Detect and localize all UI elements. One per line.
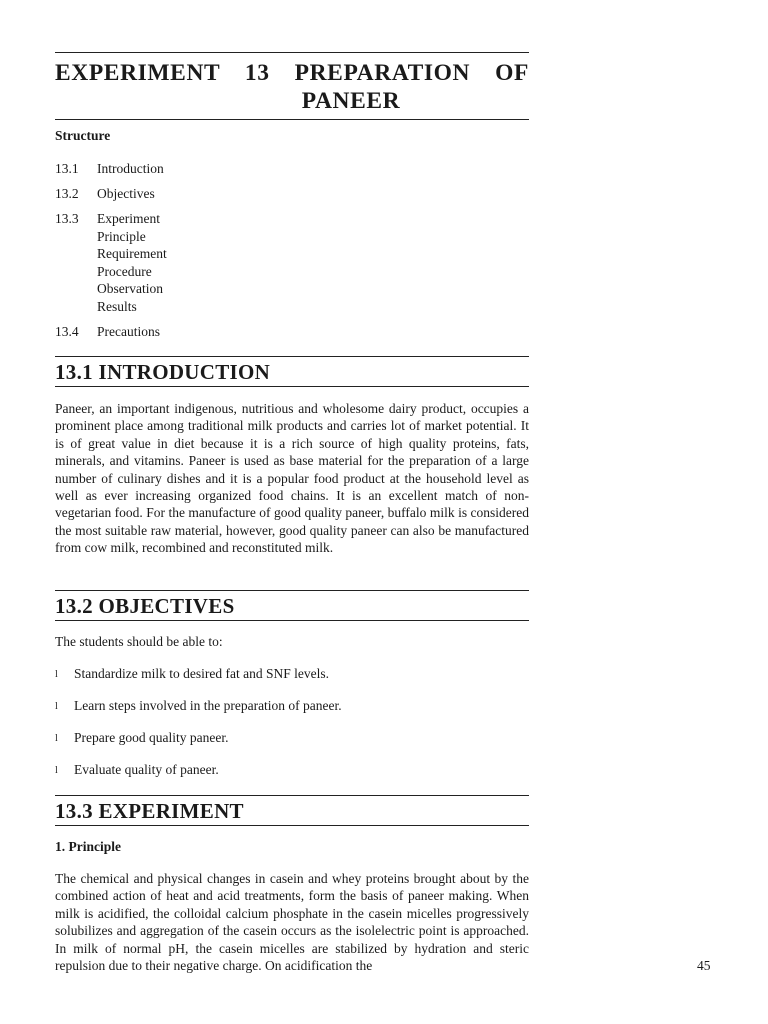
list-item-text: Prepare good quality paneer. [74, 730, 229, 745]
bullet-marker: l [55, 733, 58, 744]
introduction-paragraph: Paneer, an important indigenous, nutritious and wholesome dairy product, occupies a prominent place among traditional milk products and carries lot of market potential. It is of great value in diet because it is a rich source of high quality proteins, fats, minerals, and vitamins. Paneer is used as base material for the preparation of a large number of culinary dishes and it is a popular food product at the household level as well as ever increasing organized food chains. It is an excellent match of non-vegetarian food. For the manufacture of good quality paneer, buffalo milk is considered the most suitable raw material, however, good quality paneer can also be manufactured from cow milk, recombined and reconstituted milk. [55, 401, 529, 556]
objectives-list [55, 666, 529, 794]
principle-subheading: 1. Principle [55, 839, 121, 854]
list-item-text: Learn steps involved in the preparation of paneer. [74, 698, 342, 713]
bullet-marker: l [55, 669, 58, 680]
toc-subitem: Results [97, 298, 137, 314]
list-item-text: Standardize milk to desired fat and SNF levels. [74, 666, 329, 681]
toc-label: Precautions [97, 324, 160, 339]
title-line-1: EXPERIMENT 13 PREPARATION OF [55, 60, 529, 86]
structure-heading: Structure [55, 128, 111, 143]
title-top-rule [55, 52, 529, 53]
list-item-text: Evaluate quality of paneer. [74, 762, 219, 777]
list-item [55, 666, 529, 698]
toc-subitem: Observation [97, 281, 163, 296]
bullet-marker: l [55, 765, 58, 776]
title-bottom-rule [55, 119, 529, 120]
list-item [55, 698, 529, 730]
toc-number: 13.3 [55, 211, 79, 226]
section-heading-text: 13.1 INTRODUCTION [55, 360, 271, 384]
toc-entry [55, 185, 167, 210]
toc-entry [55, 160, 167, 185]
objectives-lead: The students should be able to: [55, 634, 223, 649]
bullet-marker: l [55, 701, 58, 712]
section-heading-experiment [55, 795, 529, 826]
structure-list [55, 160, 167, 341]
toc-number: 13.1 [55, 161, 79, 176]
toc-label: Objectives [97, 186, 155, 201]
section-heading-introduction [55, 356, 529, 387]
section-heading-text: 13.2 OBJECTIVES [55, 594, 235, 618]
toc-number: 13.4 [55, 324, 79, 339]
page-number: 45 [697, 958, 711, 973]
toc-label: Experiment [97, 211, 160, 226]
principle-paragraph: The chemical and physical changes in casein and whey proteins brought about by the combined action of heat and acid treatments, form the basis of paneer making. When milk is acidified, the colloidal calcium phosphate in the casein micelles progressively solubilizes and aggregation of the casein occurs as the isolelectric point is approached. In milk of normal pH, the casein micelles are stabilized by hydration and steric repulsion due to their negative charge. On acidification the [55, 871, 529, 974]
list-item [55, 730, 529, 762]
toc-subitem: Requirement [97, 246, 167, 261]
toc-entry [55, 210, 167, 323]
toc-number: 13.2 [55, 186, 79, 201]
experiment-title-block [55, 52, 529, 120]
section-heading-objectives [55, 590, 529, 621]
list-item [55, 762, 529, 794]
toc-subitem: Procedure [97, 263, 152, 279]
toc-subitem: Principle [97, 228, 146, 244]
toc-entry [55, 323, 167, 341]
title-line-2: PANEER [301, 88, 401, 114]
section-heading-text: 13.3 EXPERIMENT [55, 799, 244, 823]
toc-label: Introduction [97, 161, 164, 176]
